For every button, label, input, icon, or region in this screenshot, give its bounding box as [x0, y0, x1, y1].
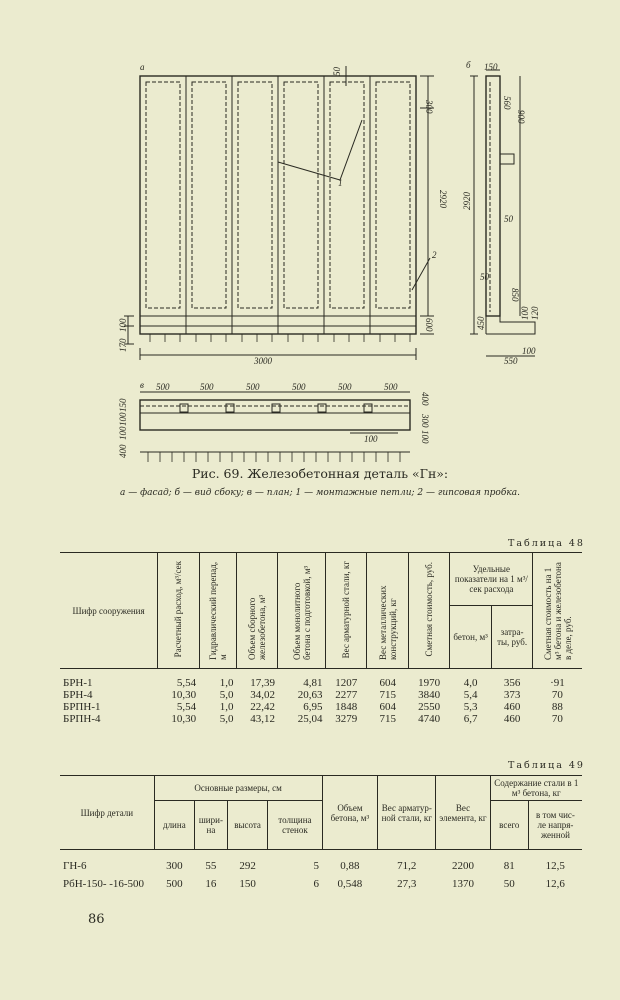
table48-label: Таблица 48: [508, 538, 585, 549]
t49-h-length: длина: [154, 801, 194, 850]
dim-b-550: 550: [504, 356, 518, 366]
table-row: БРН-1 5,54 1,0 17,39 4,81 1207 604 1970 4,0 356 ·91: [63, 677, 565, 689]
dim-a-top: 50: [332, 67, 342, 76]
dim-b-total: 2920: [462, 192, 472, 210]
view-label-b: б: [466, 60, 471, 70]
t48-h-costs: затра- ты, руб.: [491, 606, 532, 669]
t48-h-rebar: Вес арматурной стали, кг: [341, 560, 352, 659]
dim-b-50b: 50: [480, 272, 489, 282]
dim-c-left2: 100: [118, 412, 128, 426]
dim-b-top: 150: [484, 62, 498, 72]
technical-drawing: [0, 0, 620, 470]
t49-h-element: Вес элемента, кг: [436, 776, 490, 850]
dim-c-s1: 500: [156, 382, 170, 392]
dim-c-left1: 150: [118, 398, 128, 412]
dim-c-s4: 500: [292, 382, 306, 392]
dim-a-left-bottom2: 170: [118, 338, 128, 352]
table-row: ГН-6 300 55 292 5 0,88 71,2 2200 81 12,5: [63, 860, 565, 872]
table49-label: Таблица 49: [508, 760, 585, 771]
dim-b-120: 120: [530, 306, 540, 320]
table-row: БРН-4 10,30 5,0 34,02 20,63 2277 715 3840 5,4 373 70: [63, 689, 563, 701]
dim-b-560: 560: [502, 96, 512, 110]
t48-h-unit-cost: Сметная стоимость на 1 м³ бетона и железобетона в деле, руб.: [542, 561, 573, 660]
view-label-c: в: [140, 380, 144, 390]
t49-h-rebar: Вес арматур- ной стали, кг: [378, 776, 436, 850]
t48-h-flow: Расчетный расход, м³/сек: [173, 561, 184, 658]
dim-c-right-low: 100: [420, 430, 430, 444]
dim-c-left4: 400: [118, 444, 128, 458]
dim-a-left-bottom1: 100: [118, 318, 128, 332]
t48-h-concrete: бетон, м³: [450, 606, 491, 669]
table-49: [60, 775, 582, 890]
dim-b-850: 850: [510, 288, 520, 302]
dim-c-inner: 100: [364, 434, 378, 444]
t48-h-precast: Объем сборного железобетона, м³: [247, 594, 268, 660]
t49-h-code: Шифр детали: [60, 776, 154, 850]
t48-h-metal: Вес металлических конструкций, кг: [377, 584, 398, 660]
t48-h-specific: Удельные показатели на 1 м³/сек расхода: [450, 553, 533, 606]
dim-c-right-mid: 300: [420, 414, 430, 428]
dim-b-100b: 100: [522, 346, 536, 356]
t48-h-drop: Гидравлический перепад, м: [207, 561, 228, 660]
callout-1: 1: [338, 178, 343, 188]
t49-h-width: шири- на: [195, 801, 228, 850]
table-row: БРПН-4 10,30 5,0 43,12 25,04 3279 715 4740 6,7 460 70: [63, 713, 563, 725]
t48-h-code: Шифр сооружения: [60, 553, 158, 669]
table-row: РбН-150- -16-500 500 16 150 6 0,548 27,3 1370 50 12,6: [63, 878, 565, 890]
dim-a-right-bottom: 600: [424, 318, 434, 332]
dim-c-left3: 100: [118, 426, 128, 440]
dim-a-right1: 300: [424, 100, 434, 114]
dim-b-100a: 100: [520, 306, 530, 320]
dim-c-s2: 500: [200, 382, 214, 392]
t49-h-total: всего: [490, 801, 528, 850]
callout-2: 2: [432, 250, 437, 260]
page-number: 86: [88, 912, 105, 927]
dim-b-450: 450: [476, 316, 486, 330]
table-48: [60, 552, 582, 725]
dim-c-s6: 500: [384, 382, 398, 392]
dim-c-right-top: 400: [420, 392, 430, 406]
dim-a-right-total: 2920: [438, 190, 448, 208]
dim-c-s3: 500: [246, 382, 260, 392]
view-label-a: а: [140, 62, 145, 72]
dim-a-width: 3000: [254, 356, 272, 366]
t49-h-height: высота: [227, 801, 268, 850]
t49-h-prestressed: в том чис- ле напря- женной: [528, 801, 582, 850]
t48-h-cost: Сметная стоимость, руб.: [424, 562, 435, 657]
figure-caption: Рис. 69. Железобетонная деталь «Гн»:: [191, 466, 449, 481]
t49-h-main: Основные размеры, см: [154, 776, 322, 801]
dim-b-50a: 50: [504, 214, 513, 224]
dim-b-900: 900: [516, 110, 526, 124]
t49-h-steel: Содержание стали в 1 м³ бетона, кг: [490, 776, 582, 801]
figure-legend: а — фасад; б — вид сбоку; в — план; 1 — монтажные петли; 2 — гипсовая пробка.: [120, 488, 520, 498]
table-row: БРПН-1 5,54 1,0 22,42 6,95 1848 604 2550 5,3 460 88: [63, 701, 563, 713]
dim-c-s5: 500: [338, 382, 352, 392]
t48-h-monolith: Объем монолитного бетона с подготовкой, м³: [291, 565, 312, 660]
t49-h-volume: Объем бетона, м³: [322, 776, 378, 850]
t49-h-wall: толщина стенок: [268, 801, 322, 850]
